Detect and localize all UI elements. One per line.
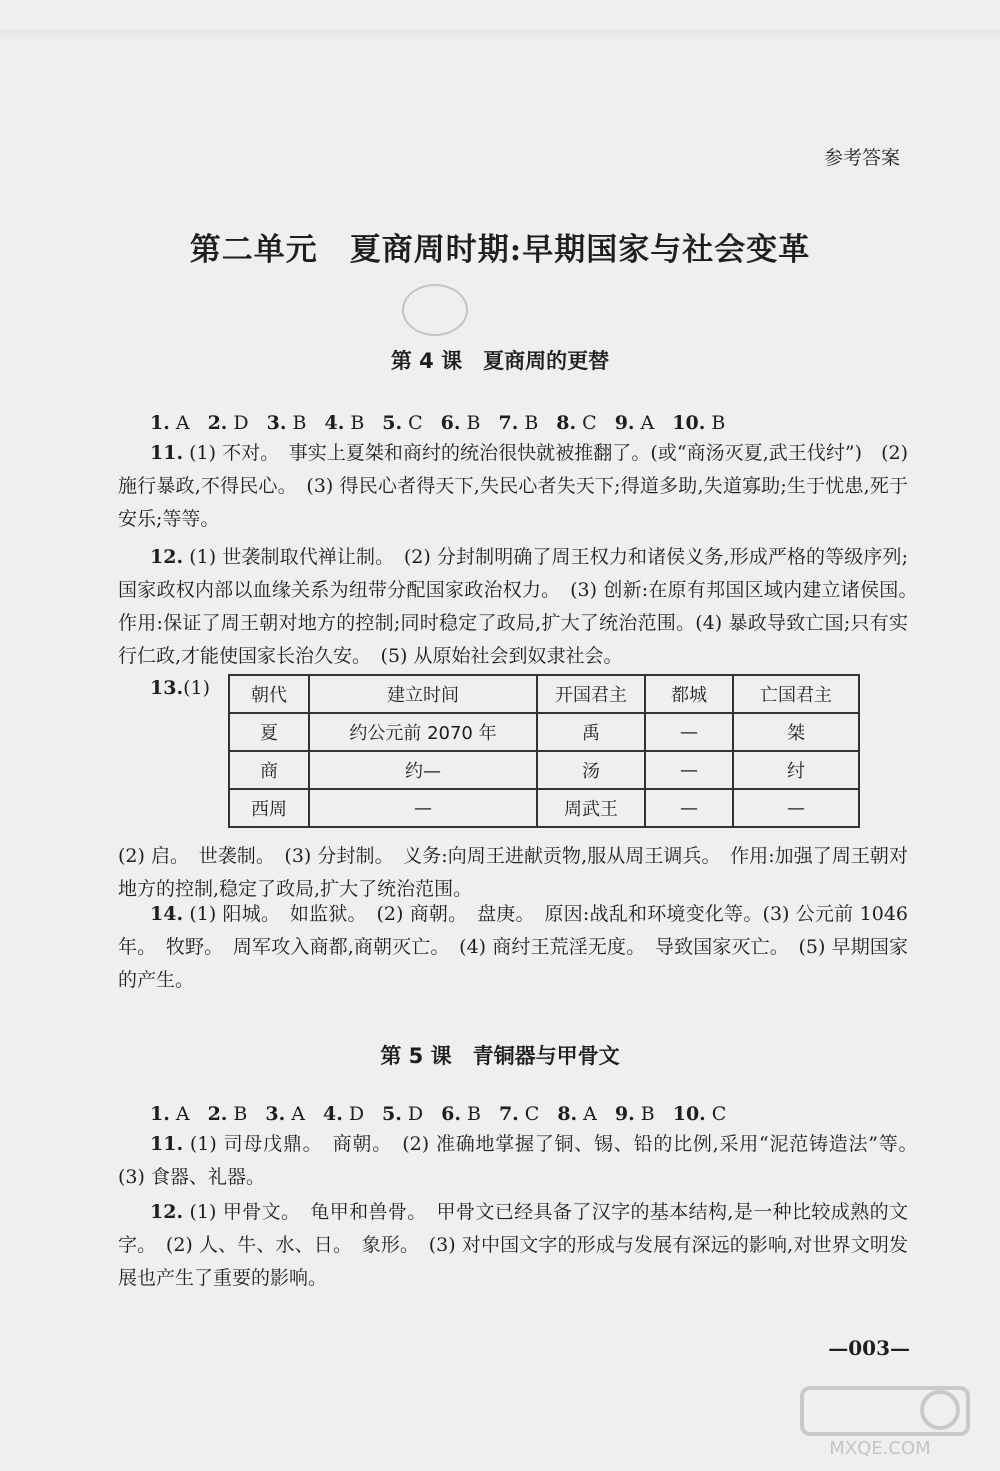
mc-answer: D (348, 1103, 365, 1125)
mc-answer: B (233, 1103, 248, 1125)
mc-answer: B (350, 412, 365, 434)
mc-answer: B (711, 412, 726, 434)
table-header: 朝代 (229, 675, 309, 713)
mc-question-number: 8. (557, 1103, 578, 1125)
mc-answer: A (583, 1103, 597, 1125)
table-cell: 禹 (537, 713, 645, 751)
mc-answer: C (408, 412, 423, 434)
stamp-mark (402, 284, 468, 336)
mc-question-number: 4. (322, 1103, 343, 1125)
table-header: 建立时间 (309, 675, 537, 713)
mc-question-number: 3. (265, 1103, 286, 1125)
mc-question-number: 8. (556, 412, 577, 434)
mc-answer: A (175, 1103, 190, 1125)
table-cell: 夏 (229, 713, 309, 751)
mc-question-number: 9. (614, 412, 635, 434)
lesson4-mc-answers (150, 412, 743, 434)
table-cell: 约— (309, 751, 537, 789)
mc-answer: C (524, 1103, 540, 1125)
dynasty-table (228, 674, 860, 828)
q-number: 13. (150, 677, 184, 699)
table-cell: — (309, 789, 537, 827)
unit-title: 第二单元 夏商周时期:早期国家与社会变革 (189, 232, 811, 268)
mc-answer: C (711, 1103, 727, 1125)
q-part: (1) (183, 677, 210, 699)
mc-question-number: 2. (207, 1103, 228, 1125)
table-cell: — (645, 751, 733, 789)
mc-answer: B (466, 412, 481, 434)
mc-question-number: 7. (498, 412, 519, 434)
watermark-logo (800, 1380, 970, 1460)
lesson5-q12 (118, 1196, 908, 1295)
mc-answer: B (466, 1103, 481, 1125)
mc-answer: C (582, 412, 597, 434)
lesson4-q13-label (150, 677, 210, 699)
mc-question-number: 9. (614, 1103, 635, 1125)
mc-answer: B (292, 412, 307, 434)
table-cell: 桀 (733, 713, 859, 751)
table-row (229, 751, 859, 789)
q-number: 11. (150, 1133, 184, 1155)
table-cell: 纣 (733, 751, 859, 789)
mc-question-number: 1. (150, 412, 170, 434)
mc-answer: B (524, 412, 539, 434)
mc-question-number: 2. (207, 412, 228, 434)
mc-question-number: 7. (498, 1103, 519, 1125)
table-cell: 西周 (229, 789, 309, 827)
lesson5-q11 (118, 1128, 928, 1194)
page-header: 参考答案 (823, 147, 900, 169)
lesson4-title: 第 4 课 夏商周的更替 (390, 349, 610, 373)
table-cell: — (733, 789, 859, 827)
q-number: 14. (150, 903, 184, 925)
q-number: 11. (150, 442, 184, 464)
lesson4-q13-rest: (2) 启。 世袭制。 (3) 分封制。 义务:向周王进献贡物,服从周王调兵。 作用:加强了周王朝对地方的控制,稳定了政局,扩大了统治范围。 (118, 845, 908, 900)
table-row (229, 789, 859, 827)
lesson4-q12 (118, 541, 928, 673)
mc-question-number: 3. (266, 412, 287, 434)
mc-question-number: 5. (382, 1103, 402, 1125)
page-number: —003— (828, 1336, 910, 1360)
q-answer: (1) 阳城。 如监狱。 (2) 商朝。 盘庚。 原因:战乱和环境变化等。(3) 公元前 1046 年。 牧野。 周军攻入商都,商朝灭亡。 (4) 商纣王荒淫无度。 导致国家灭亡。 (5) 早期国家的产生。 (118, 903, 908, 991)
table-header: 都城 (645, 675, 733, 713)
table-header: 亡国君主 (733, 675, 859, 713)
table-header-row (229, 675, 859, 713)
table-cell: 周武王 (537, 789, 645, 827)
mc-question-number: 1. (150, 1103, 170, 1125)
mc-answer: D (233, 412, 249, 434)
mc-answer: A (640, 412, 655, 434)
table-row (229, 713, 859, 751)
scan-edge (0, 30, 1000, 44)
table-cell: — (645, 713, 733, 751)
mc-question-number: 6. (440, 412, 461, 434)
q-answer: (1) 不对。 事实上夏桀和商纣的统治很快就被推翻了。(或“商汤灭夏,武王伐纣”) (2) 施行暴政,不得民心。 (3) 得民心者得天下,失民心者失天下;得道多助,失道寡助;生于忧患,死于安乐;等等。 (118, 442, 908, 530)
mc-question-number: 10. (672, 412, 706, 434)
q-answer: (1) 世袭制取代禅让制。 (2) 分封制明确了周王权力和诸侯义务,形成严格的等级序列;国家政权内部以血缘关系为纽带分配国家政治权力。 (3) 创新:在原有邦国区域内建立诸侯国。 作用:保证了周王朝对地方的控制;同时稳定了政局,扩大了统治范围。(4) 暴政导致亡国;只有实行仁政,才能使国家长治久安。 (5) 从原始社会到奴隶社会。 (118, 546, 928, 667)
mc-question-number: 10. (672, 1103, 706, 1125)
mc-answer: B (640, 1103, 655, 1125)
mc-answer: A (291, 1103, 305, 1125)
lesson5-mc-answers (150, 1103, 744, 1125)
q-number: 12. (150, 1201, 184, 1223)
table-cell: 约公元前 2070 年 (309, 713, 537, 751)
table-cell: — (645, 789, 733, 827)
table-cell: 商 (229, 751, 309, 789)
watermark-text: MXQE.COM (829, 1438, 931, 1459)
table-header: 开国君主 (537, 675, 645, 713)
mc-question-number: 5. (382, 412, 403, 434)
mc-answer: D (407, 1103, 424, 1125)
lesson4-q11 (118, 437, 908, 536)
mc-question-number: 6. (441, 1103, 461, 1125)
lesson5-title: 第 5 课 青铜器与甲骨文 (380, 1044, 620, 1068)
table-cell: 汤 (537, 751, 645, 789)
mc-answer: A (175, 412, 190, 434)
q-number: 12. (150, 546, 184, 568)
lesson4-q14 (118, 898, 908, 997)
q-answer: (1) 司母戊鼎。 商朝。 (2) 准确地掌握了铜、锡、铅的比例,采用“泥范铸造法”等。 (3) 食器、礼器。 (118, 1133, 928, 1188)
mc-question-number: 4. (324, 412, 345, 434)
q-answer: (1) 甲骨文。 龟甲和兽骨。 甲骨文已经具备了汉字的基本结构,是一种比较成熟的文字。 (2) 人、牛、水、日。 象形。 (3) 对中国文字的形成与发展有深远的影响,对世界文明发展也产生了重要的影响。 (118, 1201, 908, 1289)
